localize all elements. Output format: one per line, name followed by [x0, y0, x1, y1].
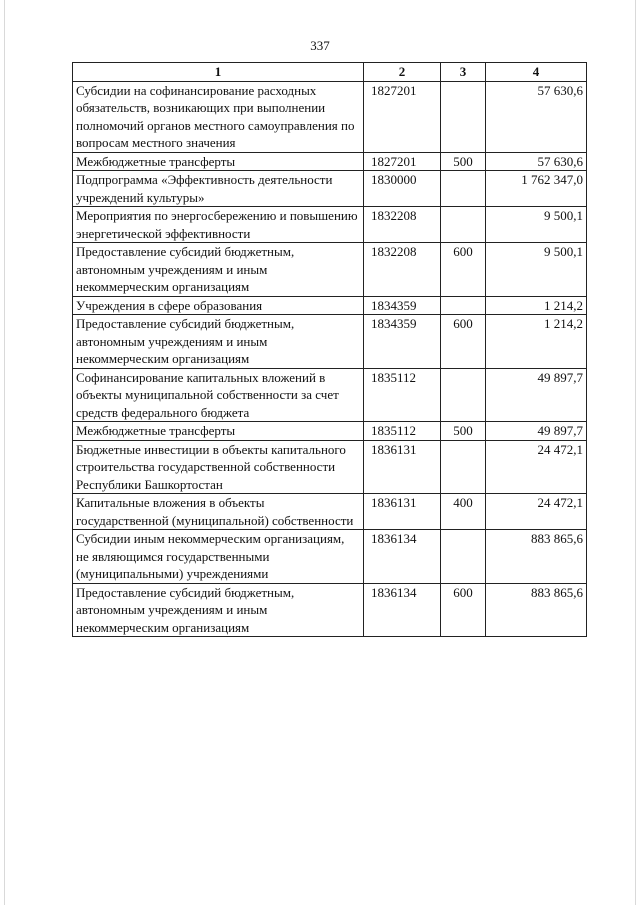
- row-amount: 57 630,6: [486, 81, 587, 152]
- header-col-3: 3: [441, 63, 486, 82]
- row-code: 1832208: [364, 207, 441, 243]
- row-type: 400: [441, 494, 486, 530]
- row-code: 1835112: [364, 422, 441, 441]
- row-type: 600: [441, 583, 486, 637]
- row-name: Бюджетные инвестиции в объекты капитального строительства государственной собственности Республики Башкортостан: [73, 440, 364, 494]
- row-name: Межбюджетные трансферты: [73, 152, 364, 171]
- row-code: 1836131: [364, 494, 441, 530]
- table-row: [73, 368, 587, 422]
- row-amount: 24 472,1: [486, 440, 587, 494]
- table-row: [73, 530, 587, 584]
- row-name: Капитальные вложения в объекты государственной (муниципальной) собственности: [73, 494, 364, 530]
- row-code: 1836134: [364, 530, 441, 584]
- row-name: Субсидии на софинансирование расходных обязательств, возникающих при выполнении полномочий органов местного самоуправления по вопросам местного значения: [73, 81, 364, 152]
- header-col-2: 2: [364, 63, 441, 82]
- row-type: 500: [441, 422, 486, 441]
- table-header-row: [73, 63, 587, 82]
- header-col-4: 4: [486, 63, 587, 82]
- row-amount: 9 500,1: [486, 243, 587, 297]
- table-row: [73, 152, 587, 171]
- table-row: [73, 296, 587, 315]
- row-amount: 883 865,6: [486, 583, 587, 637]
- table-row: [73, 583, 587, 637]
- table-row: [73, 171, 587, 207]
- row-amount: 57 630,6: [486, 152, 587, 171]
- row-name: Софинансирование капитальных вложений в объекты муниципальной собственности за счет средств федерального бюджета: [73, 368, 364, 422]
- row-amount: 24 472,1: [486, 494, 587, 530]
- row-amount: 1 214,2: [486, 296, 587, 315]
- header-col-1: 1: [73, 63, 364, 82]
- row-type: [441, 171, 486, 207]
- row-code: 1832208: [364, 243, 441, 297]
- row-type: 600: [441, 315, 486, 369]
- row-type: 600: [441, 243, 486, 297]
- row-amount: 49 897,7: [486, 422, 587, 441]
- table-row: [73, 243, 587, 297]
- row-type: [441, 368, 486, 422]
- row-code: 1836134: [364, 583, 441, 637]
- row-amount: 9 500,1: [486, 207, 587, 243]
- row-name: Подпрограмма «Эффективность деятельности учреждений культуры»: [73, 171, 364, 207]
- row-name: Предоставление субсидий бюджетным, автономным учреждениям и иным некоммерческим организациям: [73, 315, 364, 369]
- row-type: 500: [441, 152, 486, 171]
- table-row: [73, 81, 587, 152]
- row-code: 1827201: [364, 152, 441, 171]
- row-code: 1835112: [364, 368, 441, 422]
- budget-table: [72, 62, 587, 637]
- row-amount: 883 865,6: [486, 530, 587, 584]
- scan-edge-right: [635, 0, 636, 905]
- table-row: [73, 207, 587, 243]
- row-type: [441, 530, 486, 584]
- row-name: Мероприятия по энергосбережению и повышению энергетической эффективности: [73, 207, 364, 243]
- row-code: 1830000: [364, 171, 441, 207]
- table-row: [73, 422, 587, 441]
- row-name: Предоставление субсидий бюджетным, автономным учреждениям и иным некоммерческим организациям: [73, 583, 364, 637]
- row-type: [441, 81, 486, 152]
- row-name: Межбюджетные трансферты: [73, 422, 364, 441]
- table-row: [73, 315, 587, 369]
- row-code: 1827201: [364, 81, 441, 152]
- row-amount: 1 762 347,0: [486, 171, 587, 207]
- row-type: [441, 440, 486, 494]
- row-code: 1836131: [364, 440, 441, 494]
- row-amount: 49 897,7: [486, 368, 587, 422]
- row-type: [441, 296, 486, 315]
- table-row: [73, 494, 587, 530]
- row-name: Учреждения в сфере образования: [73, 296, 364, 315]
- row-name: Субсидии иным некоммерческим организациям, не являющимся государственными (муниципальными) учреждениями: [73, 530, 364, 584]
- row-name: Предоставление субсидий бюджетным, автономным учреждениям и иным некоммерческим организациям: [73, 243, 364, 297]
- scan-edge-left: [4, 0, 5, 905]
- row-code: 1834359: [364, 296, 441, 315]
- table-row: [73, 440, 587, 494]
- page-number: 337: [310, 38, 330, 53]
- row-amount: 1 214,2: [486, 315, 587, 369]
- row-code: 1834359: [364, 315, 441, 369]
- row-type: [441, 207, 486, 243]
